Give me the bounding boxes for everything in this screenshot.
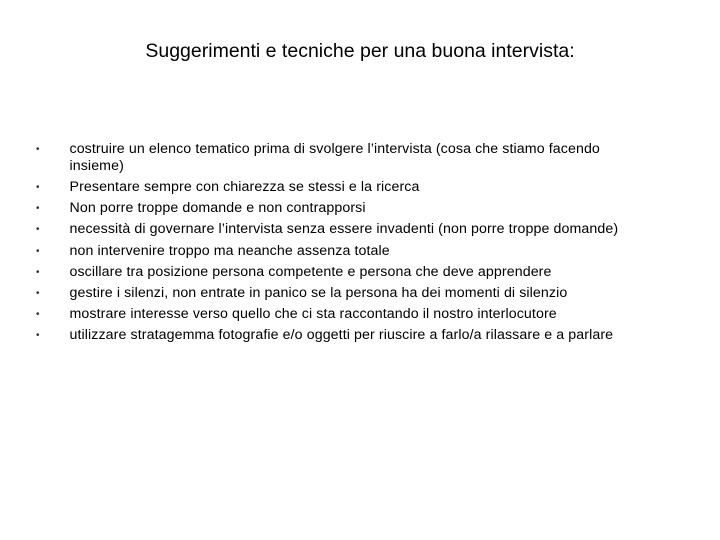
list-item-text: mostrare interesse verso quello che ci sta raccontando il nostro interlocutore bbox=[69, 305, 557, 322]
list-item-text: Non porre troppe domande e non contrapporsi bbox=[69, 200, 366, 217]
list-item-text: non intervenire troppo ma neanche assenza totale bbox=[69, 242, 390, 259]
list-item-text: utilizzare stratagemma fotografie e/o oggetti per riuscire a farlo/a rilassare e a parlare bbox=[69, 326, 614, 343]
bullet-icon: • bbox=[36, 203, 40, 215]
slide-title: Suggerimenti e tecniche per una buona intervista: bbox=[145, 40, 575, 62]
list-item-text: oscillare tra posizione persona competente e persona che deve apprendere bbox=[69, 263, 552, 280]
list-item bbox=[36, 179, 656, 196]
list-item bbox=[36, 306, 656, 323]
list-item-text: Presentare sempre con chiarezza se stessi e la ricerca bbox=[69, 179, 420, 196]
bullet-list bbox=[36, 141, 656, 348]
bullet-icon: • bbox=[36, 182, 40, 194]
bullet-icon: • bbox=[36, 308, 40, 320]
bullet-icon: • bbox=[36, 144, 40, 155]
list-item bbox=[36, 200, 656, 217]
list-item bbox=[36, 221, 656, 238]
list-item-text: costruire un elenco tematico prima di svolgere l’intervista (cosa che stiamo facendo insieme) bbox=[69, 141, 600, 175]
bullet-icon: • bbox=[36, 245, 40, 257]
bullet-icon: • bbox=[36, 266, 40, 278]
bullet-icon: • bbox=[36, 224, 40, 236]
list-item-text: gestire i silenzi, non entrate in panico se la persona ha dei momenti di silenzio bbox=[69, 284, 568, 301]
bullet-icon: • bbox=[36, 329, 40, 341]
list-item bbox=[36, 141, 656, 175]
list-item bbox=[36, 327, 656, 344]
list-item bbox=[36, 264, 656, 281]
bullet-icon: • bbox=[36, 287, 40, 299]
list-item-text: necessità di governare l’intervista senza essere invadenti (non porre troppe domande) bbox=[69, 221, 619, 238]
list-item bbox=[36, 243, 656, 260]
list-item bbox=[36, 285, 656, 302]
